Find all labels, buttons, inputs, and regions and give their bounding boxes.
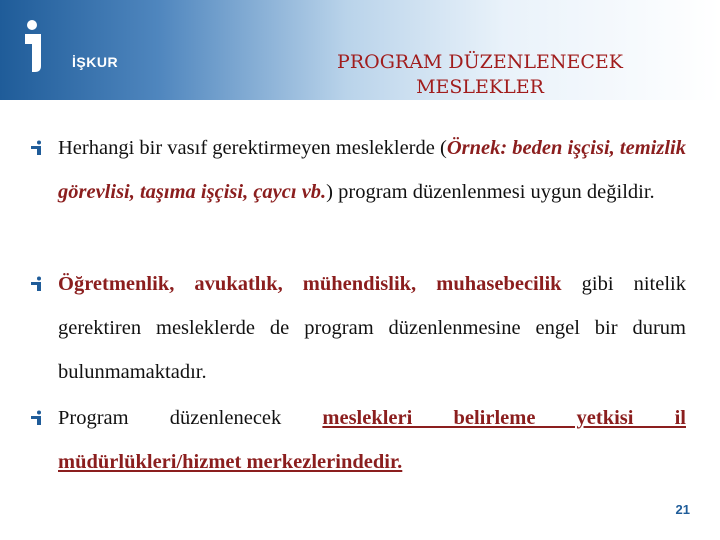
bullet-2-professions: Öğretmenlik, avukatlık, mühendislik, muhasebecilik xyxy=(58,273,562,295)
bullet-1-examples: Örnek: beden işçisi, temizlik görevlisi, taşıma işçisi, çaycı vb. xyxy=(58,137,686,203)
bullet-2-text: gibi nitelik gerektiren mesleklerde de program düzenlenmesine engel bir durum bulunmamaktadır. xyxy=(58,273,686,383)
bullet-1-text-a: Herhangi bir vasıf gerektirmeyen mesleklerde ( xyxy=(58,137,447,159)
bullet-item-2 xyxy=(58,262,686,394)
page-title xyxy=(270,50,690,100)
bullet-icon xyxy=(30,410,42,426)
title-line-2: MESLEKLER xyxy=(416,76,544,98)
iskur-logo xyxy=(22,18,119,76)
page-number: 21 xyxy=(675,502,690,517)
bullet-1-text-b: ) xyxy=(326,181,333,203)
logo-mark-icon xyxy=(22,18,46,76)
bullet-1-text-c: program düzenlenmesi uygun değildir. xyxy=(333,181,655,203)
bullet-item-1 xyxy=(58,126,686,214)
title-line-1: PROGRAM DÜZENLENECEK xyxy=(337,51,623,73)
bullet-icon xyxy=(30,140,42,156)
bullet-3-authority: meslekleri belirleme yetkisi il müdürlükleri/hizmet merkezlerindedir. xyxy=(58,407,686,473)
logo-text: İŞKUR xyxy=(72,54,119,70)
bullet-icon xyxy=(30,276,42,292)
bullet-item-3 xyxy=(58,396,686,484)
bullet-3-text: Program düzenlenecek xyxy=(58,407,323,429)
